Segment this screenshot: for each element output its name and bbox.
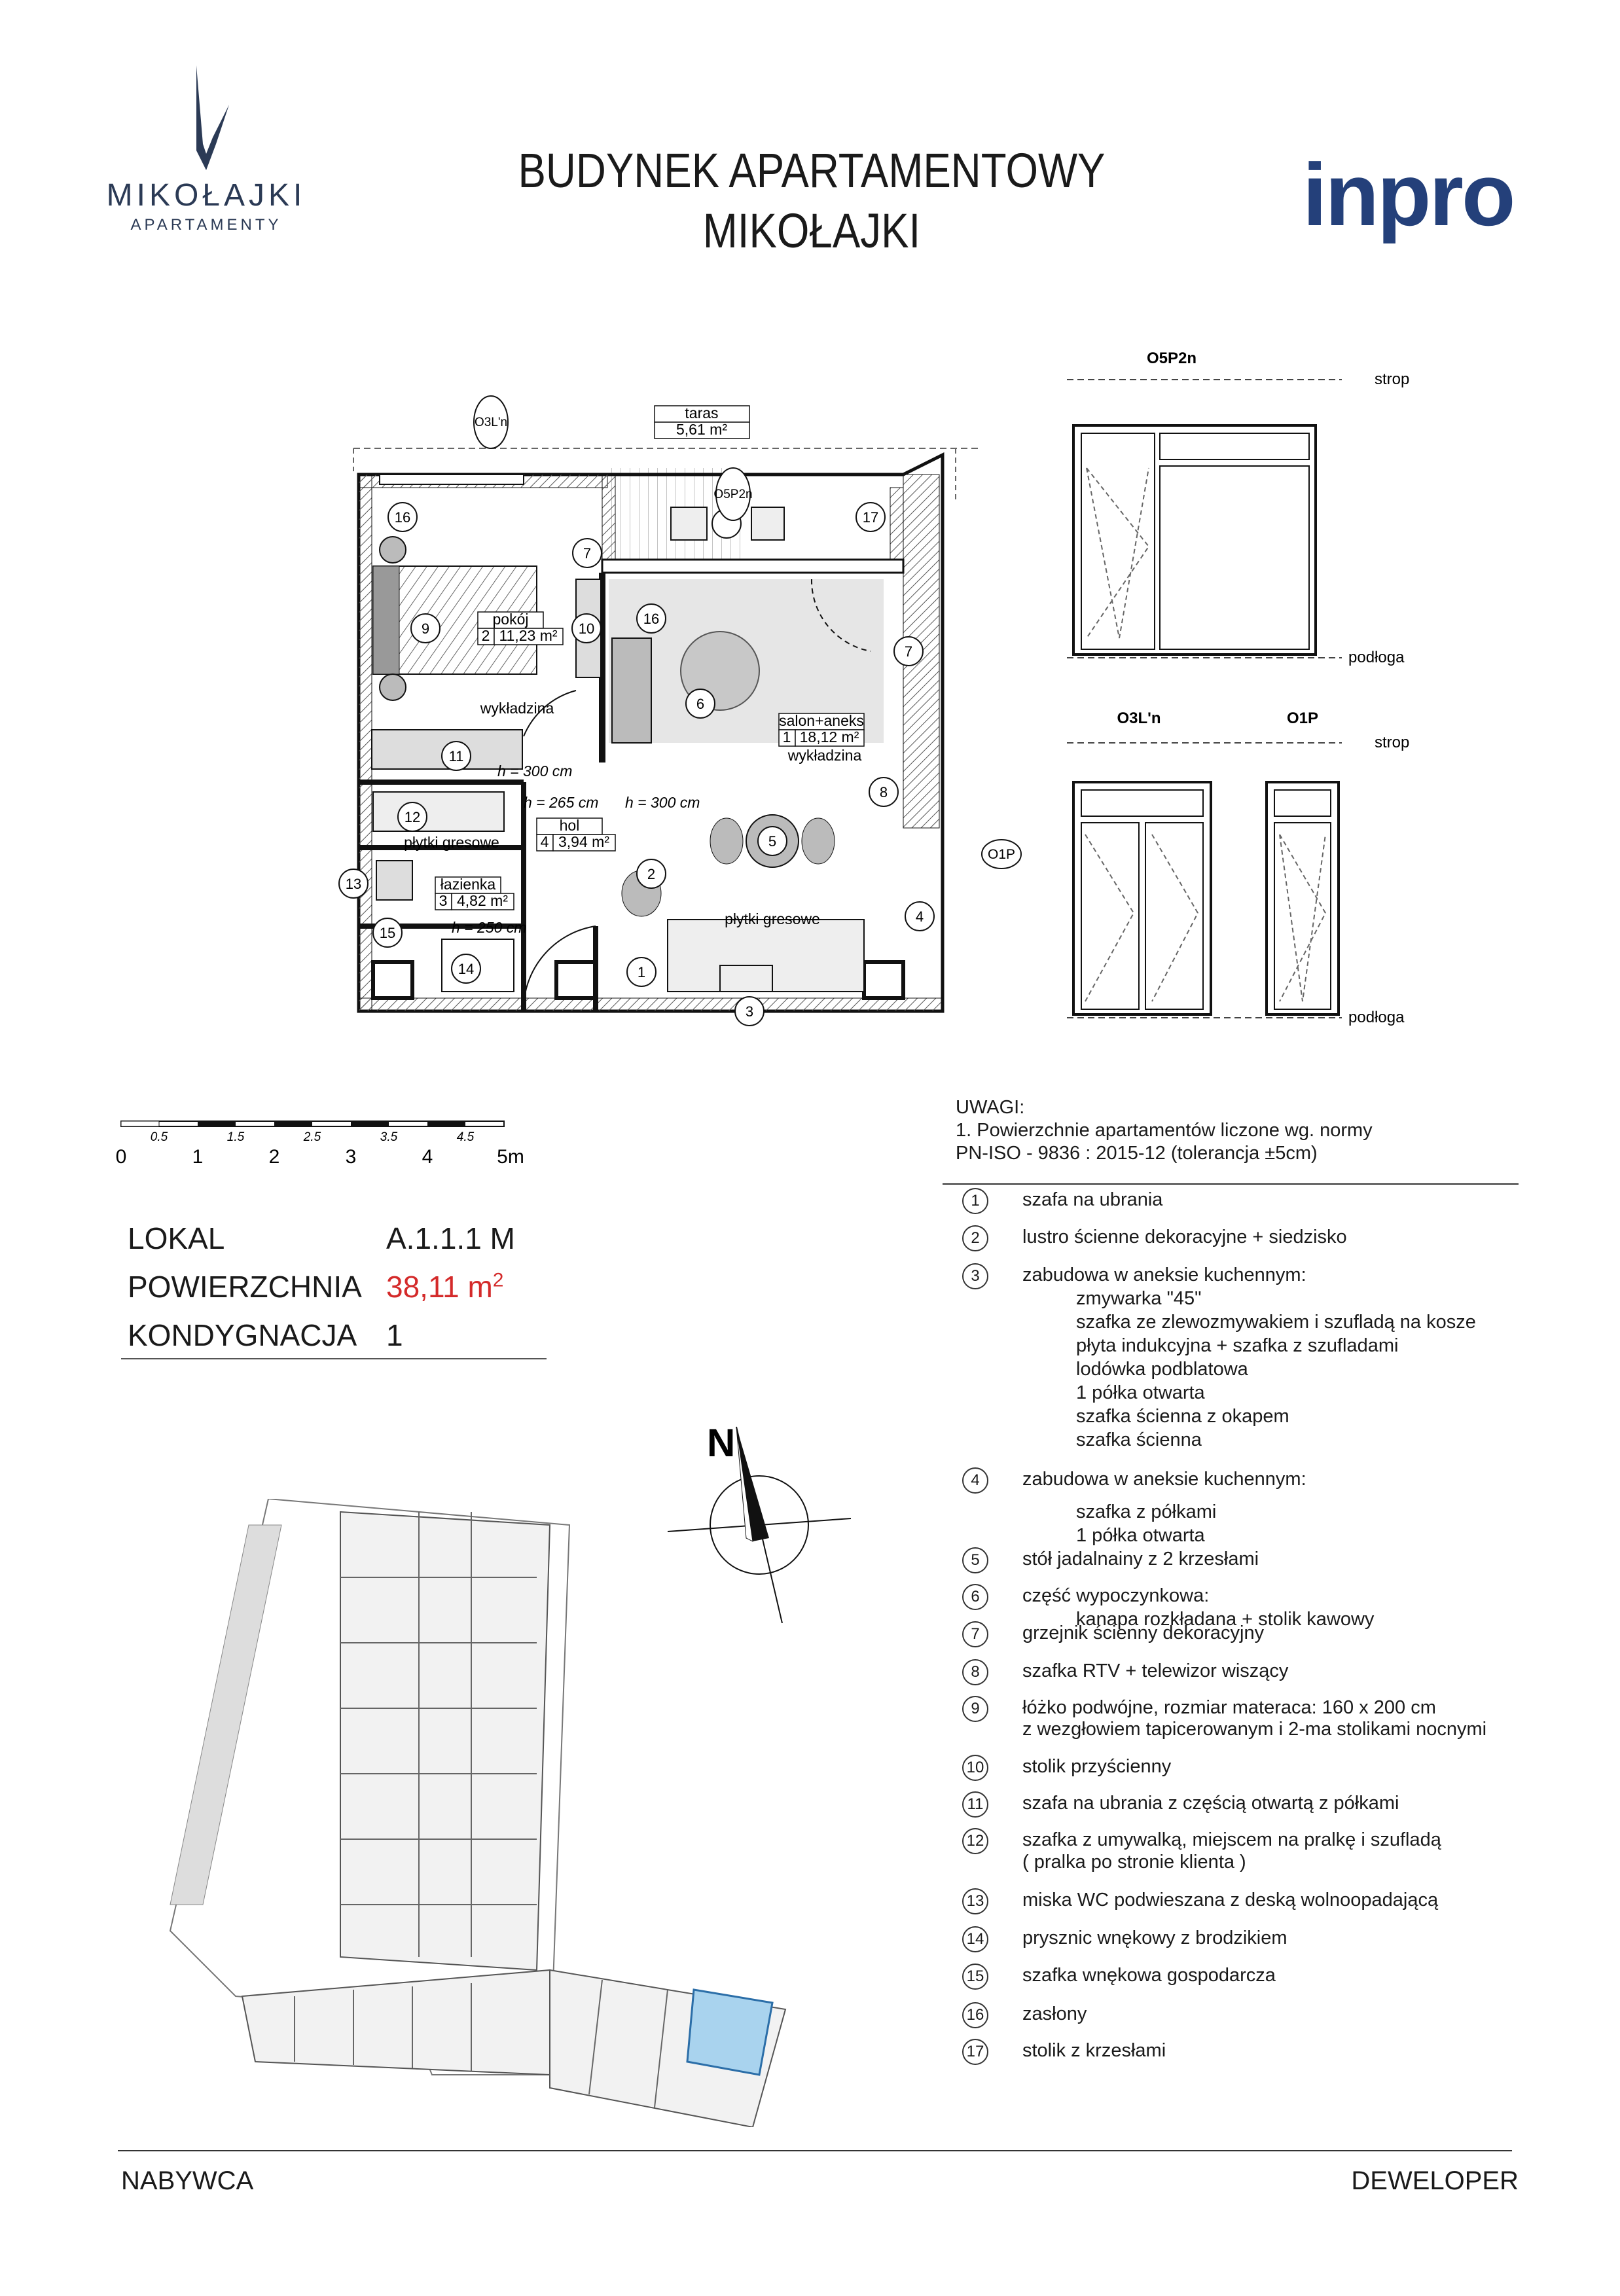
- legend-subitem: szafka ścienna z okapem: [1076, 1406, 1289, 1427]
- legend-text: łóżko podwójne, rozmiar materaca: 160 x 200 cm: [1022, 1697, 1436, 1718]
- developer-logo: inpro: [1303, 145, 1514, 244]
- notes-title: UWAGI:: [956, 1097, 1025, 1118]
- floor-label: podłoga: [1348, 649, 1405, 666]
- brand-subtitle: APARTAMENTY: [130, 216, 282, 234]
- unit-label: LOKAL: [128, 1221, 225, 1255]
- marker: 5: [768, 833, 777, 850]
- marker: 17: [862, 509, 879, 526]
- legend-number: 5: [962, 1547, 988, 1573]
- legend-subitem: płyta indukcyjna + szafka z szufladami: [1076, 1335, 1399, 1356]
- window-elevations: [1034, 337, 1492, 1096]
- title-line-2: MIKOŁAJKI: [702, 204, 921, 258]
- divider: [121, 1358, 547, 1359]
- scale-tick: 4.5: [456, 1130, 475, 1144]
- marker: 7: [583, 545, 592, 562]
- compass-label: N: [707, 1421, 736, 1465]
- legend-text: lustro ścienne dekoracyjne + siedzisko: [1022, 1227, 1347, 1247]
- room-no-hol: 4: [540, 833, 549, 850]
- marker: 10: [578, 620, 595, 637]
- terrace-label: taras: [685, 404, 719, 422]
- height-note: h = 265 cm: [524, 794, 599, 811]
- scale-bar: [111, 1116, 569, 1175]
- room-no-lazienka: 3: [439, 892, 448, 909]
- kitchen-unit: [668, 920, 864, 992]
- window-name: O3L'n: [1117, 709, 1161, 727]
- legend-subitem: 1 półka otwarta: [1076, 1525, 1205, 1546]
- ceiling-label: strop: [1375, 734, 1410, 751]
- marker: 3: [745, 1003, 754, 1020]
- legend-subitem: szafka z półkami: [1076, 1501, 1217, 1522]
- marker: 6: [696, 696, 705, 712]
- scale-tick: 5m: [497, 1146, 524, 1168]
- legend-text: prysznic wnękowy z brodzikiem: [1022, 1928, 1287, 1948]
- highlighted-unit: [687, 1990, 772, 2075]
- brand-name: MIKOŁAJKI: [106, 178, 306, 213]
- legend-number: 7: [962, 1621, 988, 1647]
- legend-number: 11: [962, 1791, 988, 1818]
- marker: 1: [637, 964, 646, 980]
- floor-salon: wykładzina: [787, 747, 862, 764]
- buyer-label: NABYWCA: [121, 2166, 254, 2195]
- room-no-pokoj: 2: [481, 627, 490, 644]
- room-name-pokoj: pokój: [492, 611, 529, 628]
- legend-text: zabudowa w aneksie kuchennym:: [1022, 1265, 1306, 1285]
- legend-subitem: szafka ze zlewozmywakiem i szufladą na kosze: [1076, 1312, 1476, 1333]
- legend-number: 2: [962, 1225, 988, 1251]
- room-name-hol: hol: [559, 817, 580, 834]
- room-area-pokoj: 11,23 m²: [499, 627, 558, 644]
- marker: 16: [394, 509, 411, 526]
- floor-pokoj: wykładzina: [480, 700, 554, 717]
- legend-number: 14: [962, 1926, 988, 1952]
- legend-subitem: 1 półka otwarta: [1076, 1382, 1205, 1403]
- terrace-area: 5,61 m²: [676, 421, 727, 438]
- area-value: 38,11 $m^2$: [386, 1269, 504, 1304]
- legend-text: miska WC podwieszana z deską wolnoopadającą: [1022, 1890, 1439, 1910]
- legend-subitem: zmywarka "45": [1076, 1288, 1202, 1309]
- legend-number: 6: [962, 1584, 988, 1610]
- marker: 16: [643, 611, 660, 627]
- legend-subitem: lodówka podblatowa: [1076, 1359, 1248, 1380]
- window-name: O1P: [1286, 709, 1319, 727]
- marker: 2: [647, 866, 656, 882]
- marker: 4: [915, 908, 924, 925]
- floor-plan: [327, 357, 1067, 1031]
- floor-lazienka: płytki gresowe: [404, 834, 499, 851]
- legend-text: część wypoczynkowa:: [1022, 1585, 1210, 1606]
- floor-label: podłoga: [1348, 1009, 1405, 1026]
- marker: 7: [904, 643, 913, 660]
- legend-number: 4: [962, 1467, 988, 1494]
- scale-tick: 2.5: [303, 1130, 321, 1144]
- marker: 15: [379, 925, 396, 941]
- notes-line: 1. Powierzchnie apartamentów liczone wg. normy: [956, 1120, 1373, 1141]
- marker: 13: [345, 876, 362, 892]
- marker: 14: [458, 961, 475, 977]
- window-tag: O5P2n: [713, 488, 753, 501]
- room-area-hol: 3,94 m²: [558, 833, 609, 850]
- room-name-lazienka: łazienka: [440, 876, 496, 893]
- window-tag: O3L'n: [474, 416, 508, 429]
- legend-text: zasłony: [1022, 2003, 1087, 2024]
- title-line-1: BUDYNEK APARTAMENTOWY: [518, 143, 1106, 198]
- legend-number: 8: [962, 1659, 988, 1685]
- scale-tick: 3.5: [380, 1130, 398, 1144]
- floor-value: 1: [386, 1318, 403, 1352]
- legend-number: 13: [962, 1888, 988, 1914]
- unit-summary: [124, 1214, 556, 1359]
- legend-text: szafa na ubrania z częścią otwartą z półkami: [1022, 1793, 1399, 1814]
- legend-number: 16: [962, 2002, 988, 2028]
- marker: 12: [404, 809, 421, 825]
- legend-text: grzejnik ścienny dekoracyjny: [1022, 1623, 1265, 1643]
- scale-tick: 0: [115, 1146, 127, 1168]
- marker: 8: [879, 784, 888, 800]
- room-no-salon: 1: [782, 728, 791, 745]
- divider: [943, 1183, 1519, 1185]
- notes-line: PN-ISO - 9836 : 2015-12 (tolerancja ±5cm): [956, 1143, 1318, 1164]
- legend-number: 3: [962, 1263, 988, 1289]
- marker: 9: [421, 620, 430, 637]
- legend-text: zabudowa w aneksie kuchennym:: [1022, 1469, 1306, 1490]
- scale-tick: 4: [422, 1146, 433, 1168]
- scale-tick: 2: [268, 1146, 280, 1168]
- legend-text: szafa na ubrania: [1022, 1189, 1163, 1210]
- legend-number: 17: [962, 2039, 988, 2065]
- legend-text: szafka RTV + telewizor wiszący: [1022, 1660, 1289, 1681]
- unit-value: A.1.1.1 M: [386, 1221, 515, 1255]
- legend-subitem: kanapa rozkładana + stolik kawowy: [1076, 1609, 1375, 1630]
- ceiling-label: strop: [1375, 370, 1410, 388]
- brand-mark-icon: [167, 65, 245, 170]
- scale-tick: 0.5: [150, 1130, 168, 1144]
- legend-number: 10: [962, 1755, 988, 1781]
- scale-tick: 1.5: [226, 1130, 245, 1144]
- room-area-salon: 18,12 m²: [799, 728, 859, 745]
- height-note: h = 300 cm: [497, 762, 573, 780]
- legend-number: 12: [962, 1828, 988, 1854]
- room-name-salon: salon+aneks: [779, 712, 864, 729]
- building-key-plan: [144, 1499, 799, 2127]
- developer-label: DEWELOPER: [1351, 2166, 1519, 2195]
- legend-text: ( pralka po stronie klienta ): [1022, 1852, 1246, 1873]
- legend-text: stolik z krzesłami: [1022, 2040, 1166, 2061]
- scale-tick: 1: [192, 1146, 204, 1168]
- legend-text: szafka z umywalką, miejscem na pralkę i szufladą: [1022, 1829, 1441, 1850]
- floor-label: KONDYGNACJA: [128, 1318, 357, 1352]
- legend-number: 15: [962, 1964, 988, 1990]
- legend-subitem: szafka ścienna: [1076, 1429, 1202, 1450]
- legend-text: stół jadalnainy z 2 krzesłami: [1022, 1549, 1259, 1570]
- marker: 11: [448, 748, 464, 764]
- notes: [956, 1096, 1545, 1165]
- height-note: h = 250 cm: [452, 919, 527, 936]
- legend-text: szafka wnękowa gospodarcza: [1022, 1965, 1276, 1986]
- legend-text: z wezgłowiem tapicerowanym i 2-ma stolikami nocnymi: [1022, 1719, 1487, 1740]
- area-label: POWIERZCHNIA: [128, 1270, 362, 1304]
- legend-text: stolik przyścienny: [1022, 1756, 1172, 1777]
- page-title: [452, 141, 1172, 261]
- window-tag: O1P: [987, 847, 1016, 862]
- legend-number: 9: [962, 1696, 988, 1722]
- scale-tick: 3: [345, 1146, 357, 1168]
- height-note: h = 300 cm: [625, 794, 700, 811]
- room-area-lazienka: 4,82 m²: [457, 892, 508, 909]
- floor-hol: płytki gresowe: [725, 910, 820, 927]
- sofa: [612, 638, 651, 743]
- legend-number: 1: [962, 1188, 988, 1214]
- window-name: O5P2n: [1146, 350, 1197, 367]
- divider: [118, 2150, 1512, 2151]
- brand-logo: [98, 65, 314, 262]
